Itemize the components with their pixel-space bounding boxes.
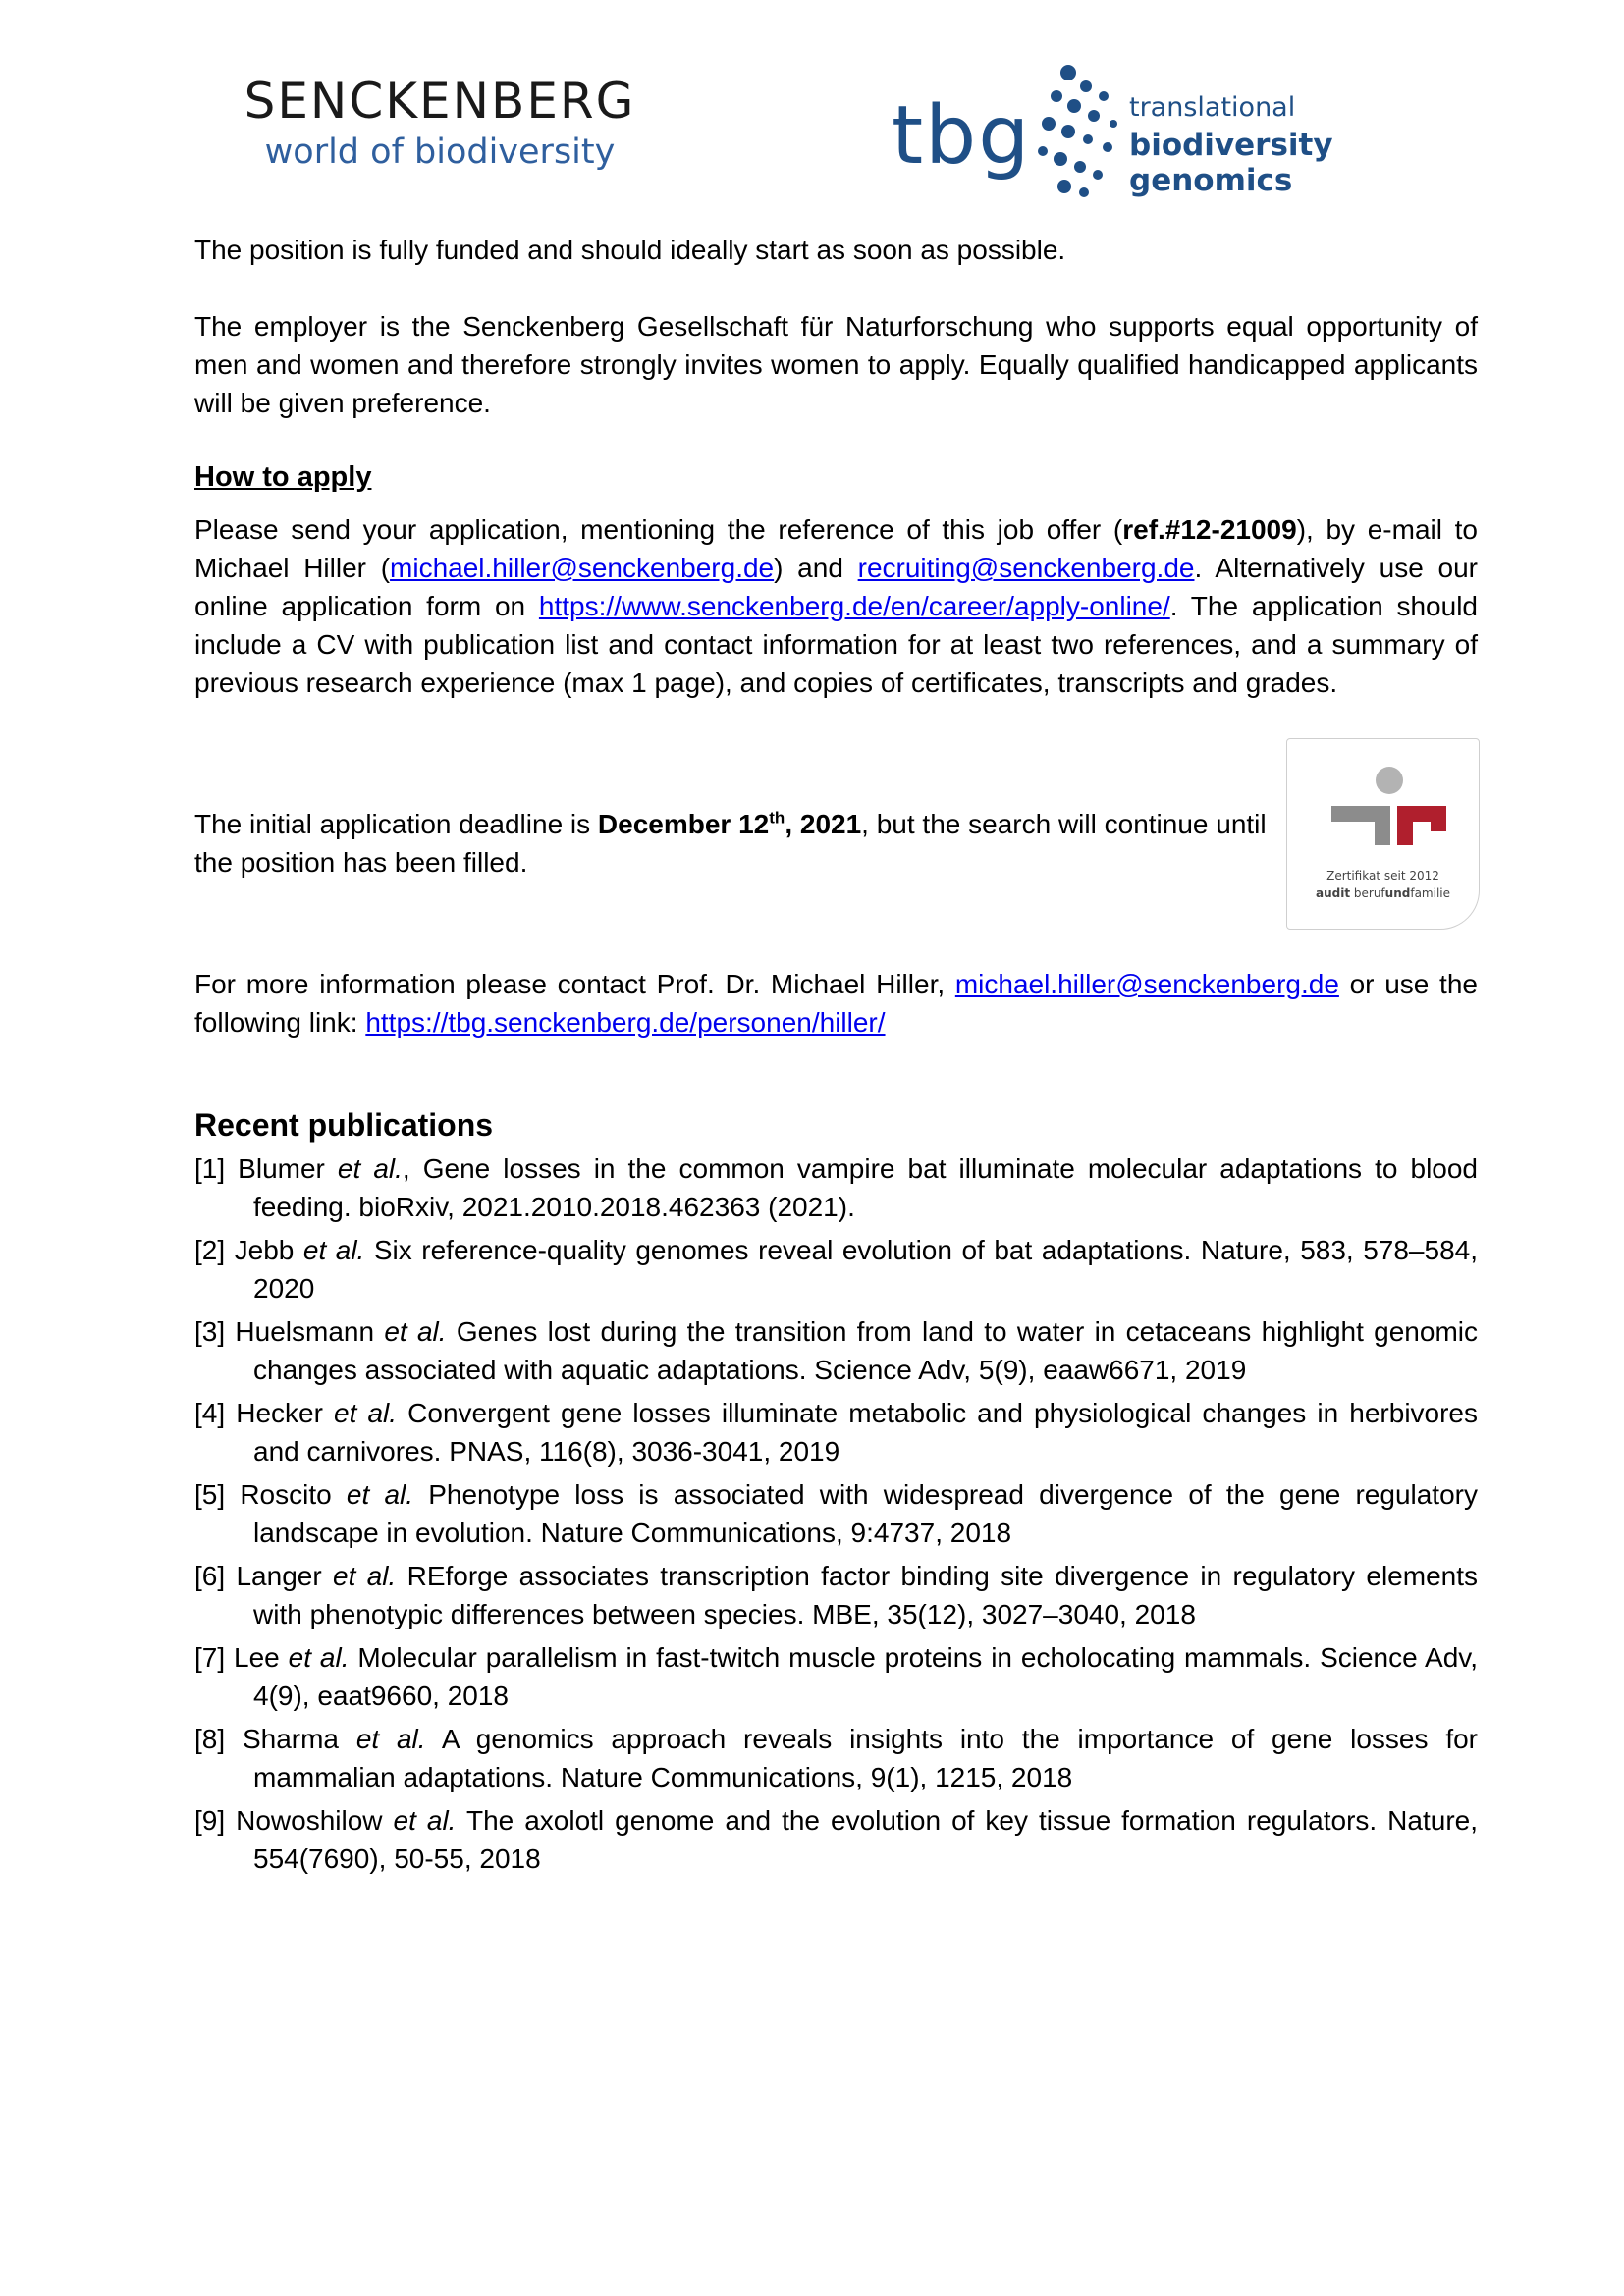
publication-etal: et al. [302,1235,365,1265]
publication-author: [1] Blumer [194,1153,338,1184]
apply-text-3: ) and [774,553,858,583]
publication-etal: et al. [337,1153,403,1184]
apply-paragraph [194,510,1478,702]
publication-citation: Phenotype loss is associated with widespread divergence of the gene regulatory landscape in evolution. Nature Communications, 9:4737, 2018 [253,1479,1478,1548]
hiller-email-link[interactable]: michael.hiller@senckenberg.de [390,553,775,583]
senckenberg-tagline: world of biodiversity [264,133,616,172]
publication-author: [8] Sharma [194,1724,356,1754]
deadline-text-1: The initial application deadline is [194,809,598,839]
apply-text-5: . The application should include a CV with publication list and contact information for at least two references, and a summary of previous research experience (max 1 page), and copies of certificates, transcripts and grades. [194,591,1478,698]
publication-item [194,1231,1478,1308]
deadline-date-b: , 2021 [785,809,862,839]
publication-citation: REforge associates transcription factor binding site divergence in regulatory elements with phenotypic differences between species. MBE, 35(12), 3027–3040, 2018 [253,1561,1478,1629]
publication-etal: et al. [393,1805,457,1836]
publication-etal: et al. [333,1561,397,1591]
publication-item [194,1149,1478,1226]
apply-text-1: Please send your application, mentioning the reference of this job offer ( [194,514,1123,545]
publication-author: [5] Roscito [194,1479,347,1510]
publication-item [194,1720,1478,1796]
senckenberg-wordmark: SENCKENBERG [244,73,636,130]
certificate-brand [1287,886,1479,900]
funding-paragraph: The position is fully funded and should ideally start as soon as possible. [194,235,1066,265]
publication-citation: The axolotl genome and the evolution of key tissue formation regulators. Nature, 554(7690), 50-55, 2018 [253,1805,1478,1874]
publication-citation: Genes lost during the transition from land to water in cetaceans highlight genomic changes associated with aquatic adaptations. Science Adv, 5(9), eaaw6671, 2019 [253,1316,1478,1385]
publication-item [194,1312,1478,1389]
apply-text-4: . Alternatively use our online application form on [194,553,1478,621]
publication-citation: Convergent gene losses illuminate metabolic and physiological changes in herbivores and carnivores. PNAS, 116(8), 3036-3041, 2019 [253,1398,1479,1467]
publications-list [194,1149,1478,1883]
reference-number: ref.#12-21009 [1122,514,1297,545]
publication-item [194,1475,1478,1552]
certificate-brand-familie: familie [1410,886,1450,900]
publication-etal: et al. [334,1398,398,1428]
tbg-tagline-1: translational [1129,92,1296,123]
publication-item [194,1638,1478,1715]
certificate-brand-und: und [1384,886,1411,900]
apply-text-2: ), by e-mail to Michael Hiller ( [194,514,1478,583]
publication-author: [4] Hecker [194,1398,335,1428]
publication-author: [6] Langer [194,1561,333,1591]
dna-dots-icon [1029,63,1127,200]
certificate-brand-audit: audit [1315,886,1351,900]
recruiting-email-link[interactable]: recruiting@senckenberg.de [857,553,1195,583]
publication-author: [3] Huelsmann [194,1316,385,1347]
contact-email-link[interactable]: michael.hiller@senckenberg.de [954,969,1339,999]
certificate-brand-beruf: beruf [1350,886,1385,900]
contact-paragraph [194,965,1478,1041]
contact-text-1: For more information please contact Prof. Dr. Michael Hiller, [194,969,955,999]
publication-citation: , Gene losses in the common vampire bat illuminate molecular adaptations to blood feeding. bioRxiv, 2021.2010.2018.462363 (2021). [253,1153,1479,1222]
how-to-apply-heading: How to apply [194,461,372,493]
publication-author: [9] Nowoshilow [194,1805,394,1836]
tbg-tagline-2: biodiversity genomics [1129,128,1333,198]
publication-etal: et al. [288,1642,350,1673]
publication-etal: et al. [384,1316,447,1347]
certificate-emblem-icon [1287,739,1479,867]
senckenberg-logo [185,73,695,172]
certificate-caption: Zertifikat seit 2012 [1326,869,1439,882]
tbg-logo [892,63,1481,200]
publication-etal: et al. [346,1479,414,1510]
publication-item [194,1801,1478,1878]
publication-author: [2] Jebb [194,1235,303,1265]
deadline-date-a: December 12 [597,809,770,839]
publication-citation: A genomics approach reveals insights into the importance of gene losses for mammalian adaptations. Nature Communications, 9(1), 1215, 2018 [253,1724,1479,1792]
deadline-text-2: , but the search will continue until the position has been filled. [194,809,1267,878]
recent-publications-heading: Recent publications [194,1107,494,1143]
tbg-wordmark: tbg [892,89,1032,183]
contact-text-2: or use the following link: [194,969,1478,1038]
publication-item [194,1394,1478,1470]
deadline-date-suffix: th [769,808,785,828]
publication-citation: Six reference-quality genomes reveal evolution of bat adaptations. Nature, 583, 578–584, 2020 [253,1235,1478,1304]
publication-author: [7] Lee [194,1642,289,1673]
employer-paragraph: The employer is the Senckenberg Gesellschaft für Naturforschung who supports equal opportunity of men and women and therefore strongly invites women to apply. Equally qualified handicapped applicants will be given preference. [194,311,1478,418]
apply-online-link[interactable]: https://www.senckenberg.de/en/career/apply-online/ [538,591,1170,621]
deadline-paragraph [194,805,1274,881]
profile-link[interactable]: https://tbg.senckenberg.de/personen/hiller/ [365,1007,886,1038]
publication-etal: et al. [355,1724,426,1754]
deadline-date [598,809,861,839]
publication-citation: Molecular parallelism in fast-twitch muscle proteins in echolocating mammals. Science Adv, 4(9), eaat9660, 2018 [253,1642,1479,1711]
audit-berufundfamilie-certificate [1286,738,1480,930]
publication-item [194,1557,1478,1633]
